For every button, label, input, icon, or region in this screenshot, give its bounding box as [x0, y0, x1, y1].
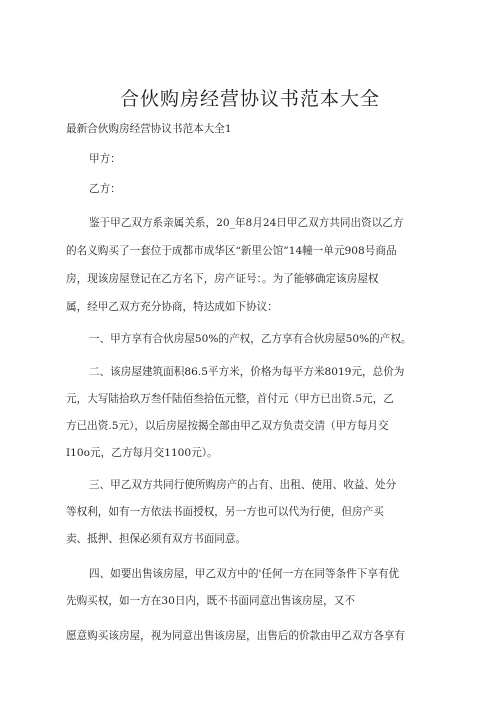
paragraph-line: 鉴于甲乙双方系亲属关系，20_年8月24日甲乙双方共同出资以乙方: [89, 217, 404, 229]
paragraph-line: 一、甲方享有合伙房屋50%的产权，乙方享有合伙房屋50%的产权。: [89, 333, 412, 345]
party-a-label: 甲方：: [89, 153, 121, 165]
document-subtitle: 最新合伙购房经营协议书范本大全1: [66, 123, 232, 135]
paragraph-line: 的名义购买了一套位于成都市成华区“新里公馆”14幢一单元908号商品: [66, 245, 397, 257]
paragraph-line: 属，经甲乙双方充分协商，特达成如下协议：: [66, 301, 278, 313]
paragraph-line: 愿意购买该房屋，视为同意出售该房屋，出售后的价款由甲乙双方各享有: [66, 630, 405, 642]
paragraph-line: 卖、抵押、担保必须有双方书面同意。: [66, 533, 247, 545]
paragraph-line: 方已出资.5元），以后房屋按揭全部由甲乙双方负责交清（甲方每月交: [66, 420, 389, 432]
document-title: 合伙购房经营协议书范本大全: [119, 88, 380, 110]
paragraph-line: 先购买权，如一方在30日内，既不书面同意出售该房屋，又不: [66, 595, 355, 607]
party-b-label: 乙方：: [89, 183, 121, 195]
paragraph-line: 四、如要出售该房屋，甲乙双方中的'任何一方在同等条件下享有优: [89, 568, 400, 580]
paragraph-line: 三、甲乙双方共同行使所购房产的占有、出租、使用、收益、处分: [89, 479, 397, 491]
paragraph-line: 房，现该房屋登记在乙方名下，房产证号：。为了能够确定该房屋权: [66, 273, 379, 285]
paragraph-line: I10o元，乙方每月交1100元）。: [66, 447, 218, 459]
paragraph-line: 元，大写陆拾玖万叁仟陆佰叁拾伍元整，首付元（甲方已出资.5元，乙: [66, 393, 394, 405]
paragraph-line: 等权利，如有一方依法书面授权，另一方也可以代为行使，但房产买: [66, 506, 384, 518]
paragraph-line: 二、该房屋建筑面积86.5平方米，价格为每平方米8019元，总价为: [89, 366, 405, 378]
